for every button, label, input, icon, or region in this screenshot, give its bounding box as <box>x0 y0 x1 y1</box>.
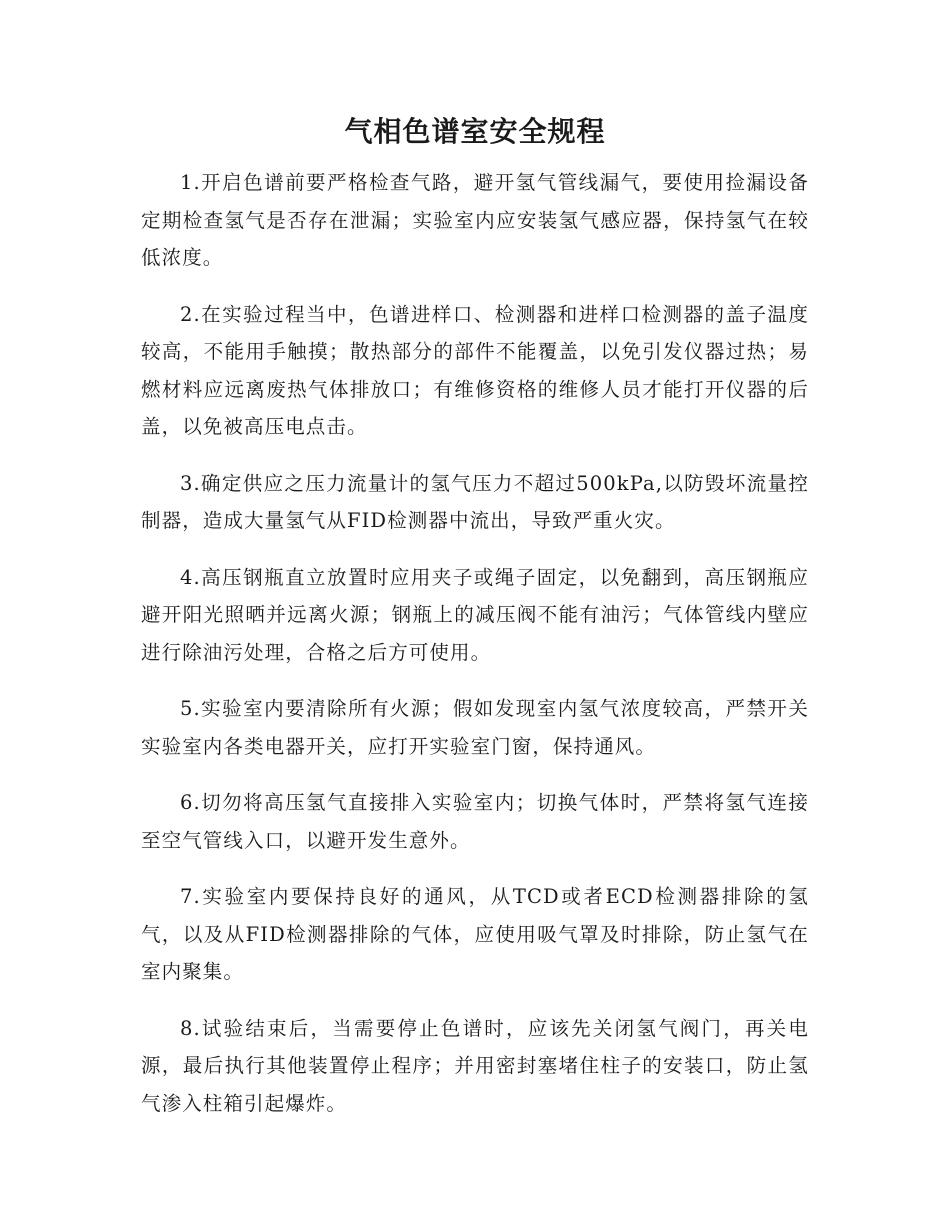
rule-paragraph-6: 6.切勿将高压氢气直接排入实验室内；切换气体时，严禁将氢气连接至空气管线入口，以避开发生意外。 <box>141 791 809 852</box>
document-title: 气相色谱室安全规程 <box>344 115 606 148</box>
rule-paragraph-2: 2.在实验过程当中，色谱进样口、检测器和进样口检测器的盖子温度较高，不能用手触摸；散热部分的部件不能覆盖，以免引发仪器过热；易燃材料应远离废热气体排放口；有维修资格的维修人员才能打开仪器的后盖，以免被高压电点击。 <box>141 302 809 438</box>
rule-paragraph-4: 4.高压钢瓶直立放置时应用夹子或绳子固定，以免翻到，高压钢瓶应避开阳光照晒并远离火源；钢瓶上的减压阀不能有油污；气体管线内壁应进行除油污处理，合格之后方可使用。 <box>141 565 809 664</box>
rule-paragraph-1: 1.开启色谱前要严格检查气路，避开氢气管线漏气，要使用捡漏设备定期检查氢气是否存在泄漏；实验室内应安装氢气感应器，保持氢气在较低浓度。 <box>141 171 809 269</box>
rule-paragraph-5: 5.实验室内要清除所有火源；假如发现室内氢气浓度较高，严禁开关实验室内各类电器开关，应打开实验室门窗，保持通风。 <box>141 697 809 758</box>
rule-paragraph-3: 3.确定供应之压力流量计的氢气压力不超过500kPa,以防毁坏流量控制器，造成大量氢气从FID检测器中流出，导致严重火灾。 <box>141 471 809 532</box>
document-body <box>141 112 809 1141</box>
rule-paragraph-8: 8.试验结束后，当需要停止色谱时，应该先关闭氢气阀门，再关电源，最后执行其他装置停止程序；并用密封塞堵住柱子的安装口，防止氢气渗入柱箱引起爆炸。 <box>141 1016 809 1115</box>
rule-paragraph-7: 7.实验室内要保持良好的通风，从TCD或者ECD检测器排除的氢气，以及从FID检测器排除的气体，应使用吸气罩及时排除，防止氢气在室内聚集。 <box>141 885 809 983</box>
